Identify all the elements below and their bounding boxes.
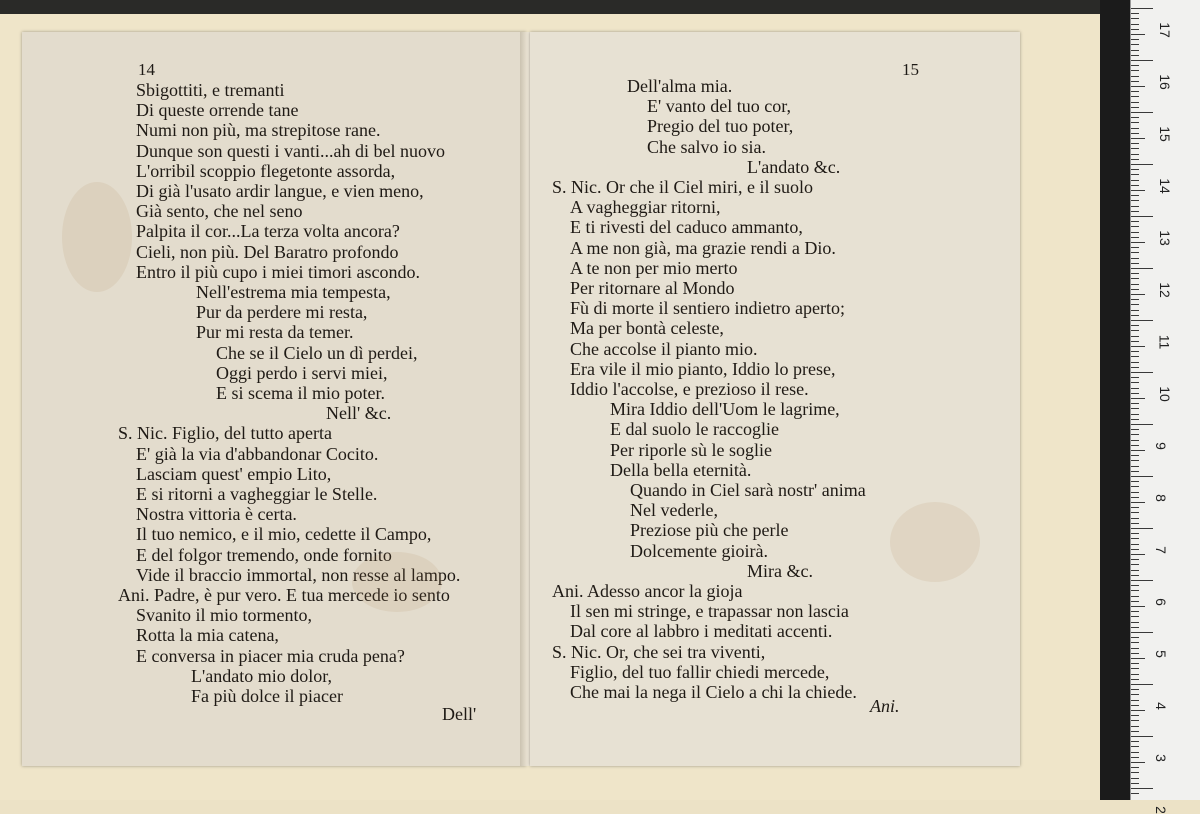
ruler-label: 14 bbox=[1156, 178, 1173, 194]
ruler-label: 17 bbox=[1156, 22, 1173, 38]
text-line: E del folgor tremendo, onde fornito bbox=[136, 544, 392, 565]
ruler-tick bbox=[1131, 601, 1139, 602]
ruler-tick bbox=[1131, 226, 1139, 227]
top-shadow-band bbox=[0, 0, 1110, 14]
text-line: Che salvo io sia. bbox=[647, 136, 766, 157]
text-line: Per riporle sù le soglie bbox=[610, 439, 772, 460]
text-line: Di già l'usato ardir langue, e vien meno, bbox=[136, 181, 424, 201]
ruler-tick bbox=[1131, 341, 1139, 342]
ruler-tick bbox=[1131, 715, 1139, 716]
ruler-tick bbox=[1131, 564, 1139, 565]
ruler-tick bbox=[1131, 112, 1153, 113]
ruler-tick bbox=[1131, 237, 1139, 238]
ruler-tick bbox=[1131, 684, 1153, 685]
ruler-tick bbox=[1131, 55, 1139, 56]
text-line: Quando in Ciel sarà nostr' anima bbox=[630, 480, 866, 500]
left-page bbox=[22, 32, 526, 766]
ruler-tick bbox=[1131, 627, 1139, 628]
text-line: Che mai la nega il Cielo a chi la chiede. bbox=[570, 682, 857, 702]
ruler-tick bbox=[1131, 65, 1139, 66]
ruler-label: 3 bbox=[1152, 754, 1169, 762]
ruler-tick bbox=[1131, 180, 1139, 181]
ruler-tick bbox=[1131, 575, 1139, 576]
text-line: Fù di morte il sentiero indietro aperto; bbox=[570, 298, 845, 319]
ruler-label: 11 bbox=[1156, 334, 1173, 350]
dark-background-band bbox=[1100, 0, 1130, 800]
ruler-label: 13 bbox=[1156, 230, 1173, 246]
ruler-tick bbox=[1131, 606, 1145, 607]
text-line: Oggi perdo i servi miei, bbox=[216, 362, 388, 383]
text-line: Già sento, che nel seno bbox=[136, 201, 303, 222]
text-line: Ani. Adesso ancor la gioja bbox=[552, 581, 743, 601]
ruler-tick bbox=[1131, 336, 1139, 337]
ruler-label: 6 bbox=[1152, 598, 1169, 606]
ruler-tick bbox=[1131, 382, 1139, 383]
ruler-tick bbox=[1131, 772, 1139, 773]
text-line: Dolcemente gioirà. bbox=[630, 540, 768, 561]
ruler-tick bbox=[1131, 736, 1153, 737]
ruler-tick bbox=[1131, 596, 1139, 597]
text-line: S. Nic. Or che il Ciel miri, e il suolo bbox=[552, 177, 813, 197]
ruler-tick bbox=[1131, 533, 1139, 534]
ruler-tick bbox=[1131, 39, 1139, 40]
ruler-tick bbox=[1131, 320, 1153, 321]
text-line: Preziose più che perle bbox=[630, 520, 789, 541]
ruler-tick bbox=[1131, 299, 1139, 300]
text-line: E conversa in piacer mia cruda pena? bbox=[136, 645, 405, 666]
text-line: Della bella eternità. bbox=[610, 459, 752, 480]
right-page bbox=[530, 32, 1020, 766]
paper-stain bbox=[352, 552, 442, 612]
ruler-tick bbox=[1131, 752, 1139, 753]
ruler-label: 9 bbox=[1152, 442, 1169, 450]
ruler-tick bbox=[1131, 741, 1139, 742]
ruler-tick bbox=[1131, 731, 1139, 732]
left-page-number: 14 bbox=[138, 60, 155, 79]
ruler-tick bbox=[1131, 278, 1139, 279]
ruler-tick bbox=[1131, 679, 1139, 680]
text-line: Pur mi resta da temer. bbox=[196, 322, 354, 343]
ruler-tick bbox=[1131, 304, 1139, 305]
text-line: Nostra vittoria è certa. bbox=[136, 504, 297, 525]
text-line: Numi non più, ma strepitose rane. bbox=[136, 120, 381, 141]
ruler-tick bbox=[1131, 346, 1145, 347]
ruler-tick bbox=[1131, 674, 1139, 675]
ruler-tick bbox=[1131, 554, 1145, 555]
text-line: S. Nic. Or, che sei tra viventi, bbox=[552, 641, 766, 662]
ruler-tick bbox=[1131, 632, 1153, 633]
text-line: E si scema il mio poter. bbox=[216, 383, 385, 403]
ruler-tick bbox=[1131, 117, 1139, 118]
ruler-tick bbox=[1131, 81, 1139, 82]
ruler-tick bbox=[1131, 211, 1139, 212]
ruler-tick bbox=[1131, 122, 1139, 123]
text-line: Che accolse il pianto mio. bbox=[570, 338, 758, 359]
ruler-tick bbox=[1131, 289, 1139, 290]
ruler-tick bbox=[1131, 466, 1139, 467]
text-line: L'andato &c. bbox=[747, 156, 841, 177]
ruler-tick bbox=[1131, 419, 1139, 420]
ruler-label: 10 bbox=[1156, 386, 1173, 402]
ruler-tick bbox=[1131, 273, 1139, 274]
ruler-tick bbox=[1131, 50, 1139, 51]
text-line: Svanito il mio tormento, bbox=[136, 605, 312, 626]
ruler-tick bbox=[1131, 107, 1139, 108]
text-line: L'andato mio dolor, bbox=[191, 665, 332, 686]
text-line: Pur da perdere mi resta, bbox=[196, 302, 368, 323]
ruler-tick bbox=[1131, 76, 1139, 77]
ruler-tick bbox=[1131, 70, 1139, 71]
ruler-tick bbox=[1131, 13, 1139, 14]
ruler-tick bbox=[1131, 445, 1139, 446]
ruler-label: 5 bbox=[1152, 650, 1169, 658]
text-line: Figlio, del tuo fallir chiedi mercede, bbox=[570, 661, 830, 682]
text-line: Il sen mi stringe, e trapassar non lascia bbox=[570, 601, 849, 622]
ruler-label: 16 bbox=[1156, 74, 1173, 90]
ruler-tick bbox=[1131, 424, 1153, 425]
text-line: Mira Iddio dell'Uom le lagrime, bbox=[610, 399, 840, 420]
text-line: Fa più dolce il piacer bbox=[191, 686, 343, 706]
ruler-tick bbox=[1131, 700, 1139, 701]
ruler-tick bbox=[1131, 200, 1139, 201]
paper-stain bbox=[890, 502, 980, 582]
ruler-tick bbox=[1131, 668, 1139, 669]
right-page-number: 15 bbox=[902, 60, 919, 79]
ruler-tick bbox=[1131, 138, 1145, 139]
ruler-tick bbox=[1131, 570, 1139, 571]
ruler-tick bbox=[1131, 538, 1139, 539]
ruler-tick bbox=[1131, 325, 1139, 326]
ruler-tick bbox=[1131, 403, 1139, 404]
text-line: Vide il braccio immortal, non resse al lampo. bbox=[136, 564, 461, 585]
measuring-ruler bbox=[1130, 0, 1200, 814]
ruler-tick bbox=[1131, 793, 1139, 794]
text-line: L'orribil scoppio flegetonte assorda, bbox=[136, 160, 396, 181]
ruler-tick bbox=[1131, 164, 1153, 165]
ruler-tick bbox=[1131, 221, 1139, 222]
ruler-tick bbox=[1131, 232, 1139, 233]
ruler-tick bbox=[1131, 778, 1139, 779]
ruler-tick bbox=[1131, 648, 1139, 649]
ruler-tick bbox=[1131, 710, 1145, 711]
text-line: Sbigottiti, e tremanti bbox=[136, 80, 285, 100]
text-line: Cieli, non più. Del Baratro profondo bbox=[136, 241, 399, 262]
text-line: Dunque son questi i vanti...ah di bel nuovo bbox=[136, 140, 445, 161]
ruler-tick bbox=[1131, 757, 1139, 758]
text-line: Rotta la mia catena, bbox=[136, 625, 279, 646]
ruler-tick bbox=[1131, 29, 1139, 30]
ruler-tick bbox=[1131, 154, 1139, 155]
ruler-tick bbox=[1131, 642, 1139, 643]
text-line: Lasciam quest' empio Lito, bbox=[136, 463, 332, 484]
ruler-tick bbox=[1131, 497, 1139, 498]
ruler-tick bbox=[1131, 128, 1139, 129]
ruler-tick bbox=[1131, 133, 1139, 134]
ruler-tick bbox=[1131, 622, 1139, 623]
ruler-tick bbox=[1131, 330, 1139, 331]
ruler-tick bbox=[1131, 8, 1153, 9]
ruler-tick bbox=[1131, 372, 1153, 373]
ruler-tick bbox=[1131, 408, 1139, 409]
text-line: E si ritorni a vagheggiar le Stelle. bbox=[136, 484, 378, 504]
ruler-label: 8 bbox=[1152, 494, 1169, 502]
ruler-tick bbox=[1131, 294, 1145, 295]
ruler-tick bbox=[1131, 658, 1145, 659]
ruler-tick bbox=[1131, 580, 1153, 581]
text-line: Per ritornare al Mondo bbox=[570, 278, 735, 298]
ruler-tick bbox=[1131, 460, 1139, 461]
ruler-tick bbox=[1131, 247, 1139, 248]
ruler-tick bbox=[1131, 549, 1139, 550]
ruler-tick bbox=[1131, 611, 1139, 612]
text-line: Mira &c. bbox=[747, 560, 813, 581]
ruler-tick bbox=[1131, 377, 1139, 378]
ruler-tick bbox=[1131, 263, 1139, 264]
ruler-tick bbox=[1131, 440, 1139, 441]
ruler-tick bbox=[1131, 616, 1139, 617]
text-line: E ti rivesti del caduco ammanto, bbox=[570, 217, 803, 238]
text-line: Dell'alma mia. bbox=[627, 76, 733, 96]
ruler-tick bbox=[1131, 398, 1145, 399]
text-line: Dal core al labbro i meditati accenti. bbox=[570, 621, 833, 642]
text-line: A vagheggiar ritorni, bbox=[570, 197, 721, 218]
ruler-tick bbox=[1131, 60, 1153, 61]
ruler-tick bbox=[1131, 284, 1139, 285]
ruler-tick bbox=[1131, 102, 1139, 103]
ruler-tick bbox=[1131, 705, 1139, 706]
ruler-tick bbox=[1131, 356, 1139, 357]
ruler-tick bbox=[1131, 590, 1139, 591]
text-line: E' già la via d'abbandonar Cocito. bbox=[136, 443, 379, 464]
ruler-tick bbox=[1131, 195, 1139, 196]
text-line: E' vanto del tuo cor, bbox=[647, 96, 791, 117]
ruler-tick bbox=[1131, 96, 1139, 97]
text-line: A te non per mio merto bbox=[570, 257, 738, 278]
right-catchword: Ani. bbox=[870, 696, 900, 716]
ruler-tick bbox=[1131, 310, 1139, 311]
text-line: Ma per bontà celeste, bbox=[570, 318, 724, 339]
ruler-tick bbox=[1131, 471, 1139, 472]
ruler-tick bbox=[1131, 637, 1139, 638]
ruler-tick bbox=[1131, 351, 1139, 352]
ruler-tick bbox=[1131, 512, 1139, 513]
text-line: Di queste orrende tane bbox=[136, 100, 299, 121]
ruler-tick bbox=[1131, 559, 1139, 560]
ruler-tick bbox=[1131, 362, 1139, 363]
ruler-tick bbox=[1131, 86, 1145, 87]
ruler-tick bbox=[1131, 492, 1139, 493]
ruler-tick bbox=[1131, 502, 1145, 503]
ruler-tick bbox=[1131, 694, 1139, 695]
ruler-tick bbox=[1131, 528, 1153, 529]
ruler-tick bbox=[1131, 746, 1139, 747]
text-line: Ani. Padre, è pur vero. E tua mercede io sento bbox=[118, 585, 450, 605]
ruler-tick bbox=[1131, 252, 1139, 253]
ruler-tick bbox=[1131, 653, 1139, 654]
ruler-tick bbox=[1131, 24, 1139, 25]
text-line: Nell' &c. bbox=[326, 403, 392, 424]
ruler-tick bbox=[1131, 450, 1145, 451]
ruler-label: 2 bbox=[1152, 806, 1169, 814]
ruler-tick bbox=[1131, 434, 1139, 435]
ruler-tick bbox=[1131, 518, 1139, 519]
ruler-tick bbox=[1131, 689, 1139, 690]
ruler-tick bbox=[1131, 585, 1139, 586]
ruler-tick bbox=[1131, 216, 1153, 217]
ruler-tick bbox=[1131, 544, 1139, 545]
ruler-tick bbox=[1131, 523, 1139, 524]
ruler-tick bbox=[1131, 268, 1153, 269]
ruler-tick bbox=[1131, 767, 1139, 768]
ruler-label: 12 bbox=[1156, 282, 1173, 298]
ruler-tick bbox=[1131, 258, 1139, 259]
ruler-tick bbox=[1131, 242, 1145, 243]
text-line: Pregio del tuo poter, bbox=[647, 116, 794, 137]
text-line: Nell'estrema mia tempesta, bbox=[196, 282, 391, 302]
ruler-tick bbox=[1131, 783, 1139, 784]
ruler-tick bbox=[1131, 507, 1139, 508]
text-line: Iddio l'accolse, e prezioso il rese. bbox=[570, 379, 809, 399]
ruler-tick bbox=[1131, 91, 1139, 92]
ruler-tick bbox=[1131, 726, 1139, 727]
ruler-tick bbox=[1131, 476, 1153, 477]
ruler-tick bbox=[1131, 18, 1139, 19]
text-line: Che se il Cielo un dì perdei, bbox=[216, 342, 418, 363]
ruler-tick bbox=[1131, 393, 1139, 394]
text-line: Palpita il cor...La terza volta ancora? bbox=[136, 221, 400, 242]
ruler-tick bbox=[1131, 762, 1145, 763]
ruler-tick bbox=[1131, 455, 1139, 456]
ruler-tick bbox=[1131, 414, 1139, 415]
ruler-tick bbox=[1131, 367, 1139, 368]
ruler-tick bbox=[1131, 169, 1139, 170]
ruler-label: 15 bbox=[1156, 126, 1173, 142]
ruler-tick bbox=[1131, 44, 1139, 45]
text-line: E dal suolo le raccoglie bbox=[610, 419, 779, 440]
ruler-tick bbox=[1131, 148, 1139, 149]
text-line: Nel vederle, bbox=[630, 500, 718, 521]
text-line: Entro il più cupo i miei timori ascondo. bbox=[136, 261, 420, 282]
ruler-tick bbox=[1131, 481, 1139, 482]
text-line: S. Nic. Figlio, del tutto aperta bbox=[118, 423, 332, 444]
ruler-tick bbox=[1131, 663, 1139, 664]
ruler-tick bbox=[1131, 34, 1145, 35]
ruler-tick bbox=[1131, 429, 1139, 430]
ruler-tick bbox=[1131, 174, 1139, 175]
paper-stain bbox=[62, 182, 132, 292]
ruler-tick bbox=[1131, 143, 1139, 144]
left-catchword: Dell' bbox=[442, 704, 477, 724]
ruler-tick bbox=[1131, 315, 1139, 316]
ruler-tick bbox=[1131, 190, 1145, 191]
ruler-label: 4 bbox=[1152, 702, 1169, 710]
ruler-tick bbox=[1131, 486, 1139, 487]
text-line: A me non già, ma grazie rendi a Dio. bbox=[570, 237, 836, 258]
ruler-tick bbox=[1131, 388, 1139, 389]
ruler-tick bbox=[1131, 720, 1139, 721]
ruler-tick bbox=[1131, 159, 1139, 160]
ruler-tick bbox=[1131, 788, 1153, 789]
text-line: Il tuo nemico, e il mio, cedette il Campo, bbox=[136, 524, 432, 545]
text-line: Era vile il mio pianto, Iddio lo prese, bbox=[570, 358, 836, 379]
ruler-tick bbox=[1131, 206, 1139, 207]
ruler-tick bbox=[1131, 185, 1139, 186]
ruler-label: 7 bbox=[1152, 546, 1169, 554]
